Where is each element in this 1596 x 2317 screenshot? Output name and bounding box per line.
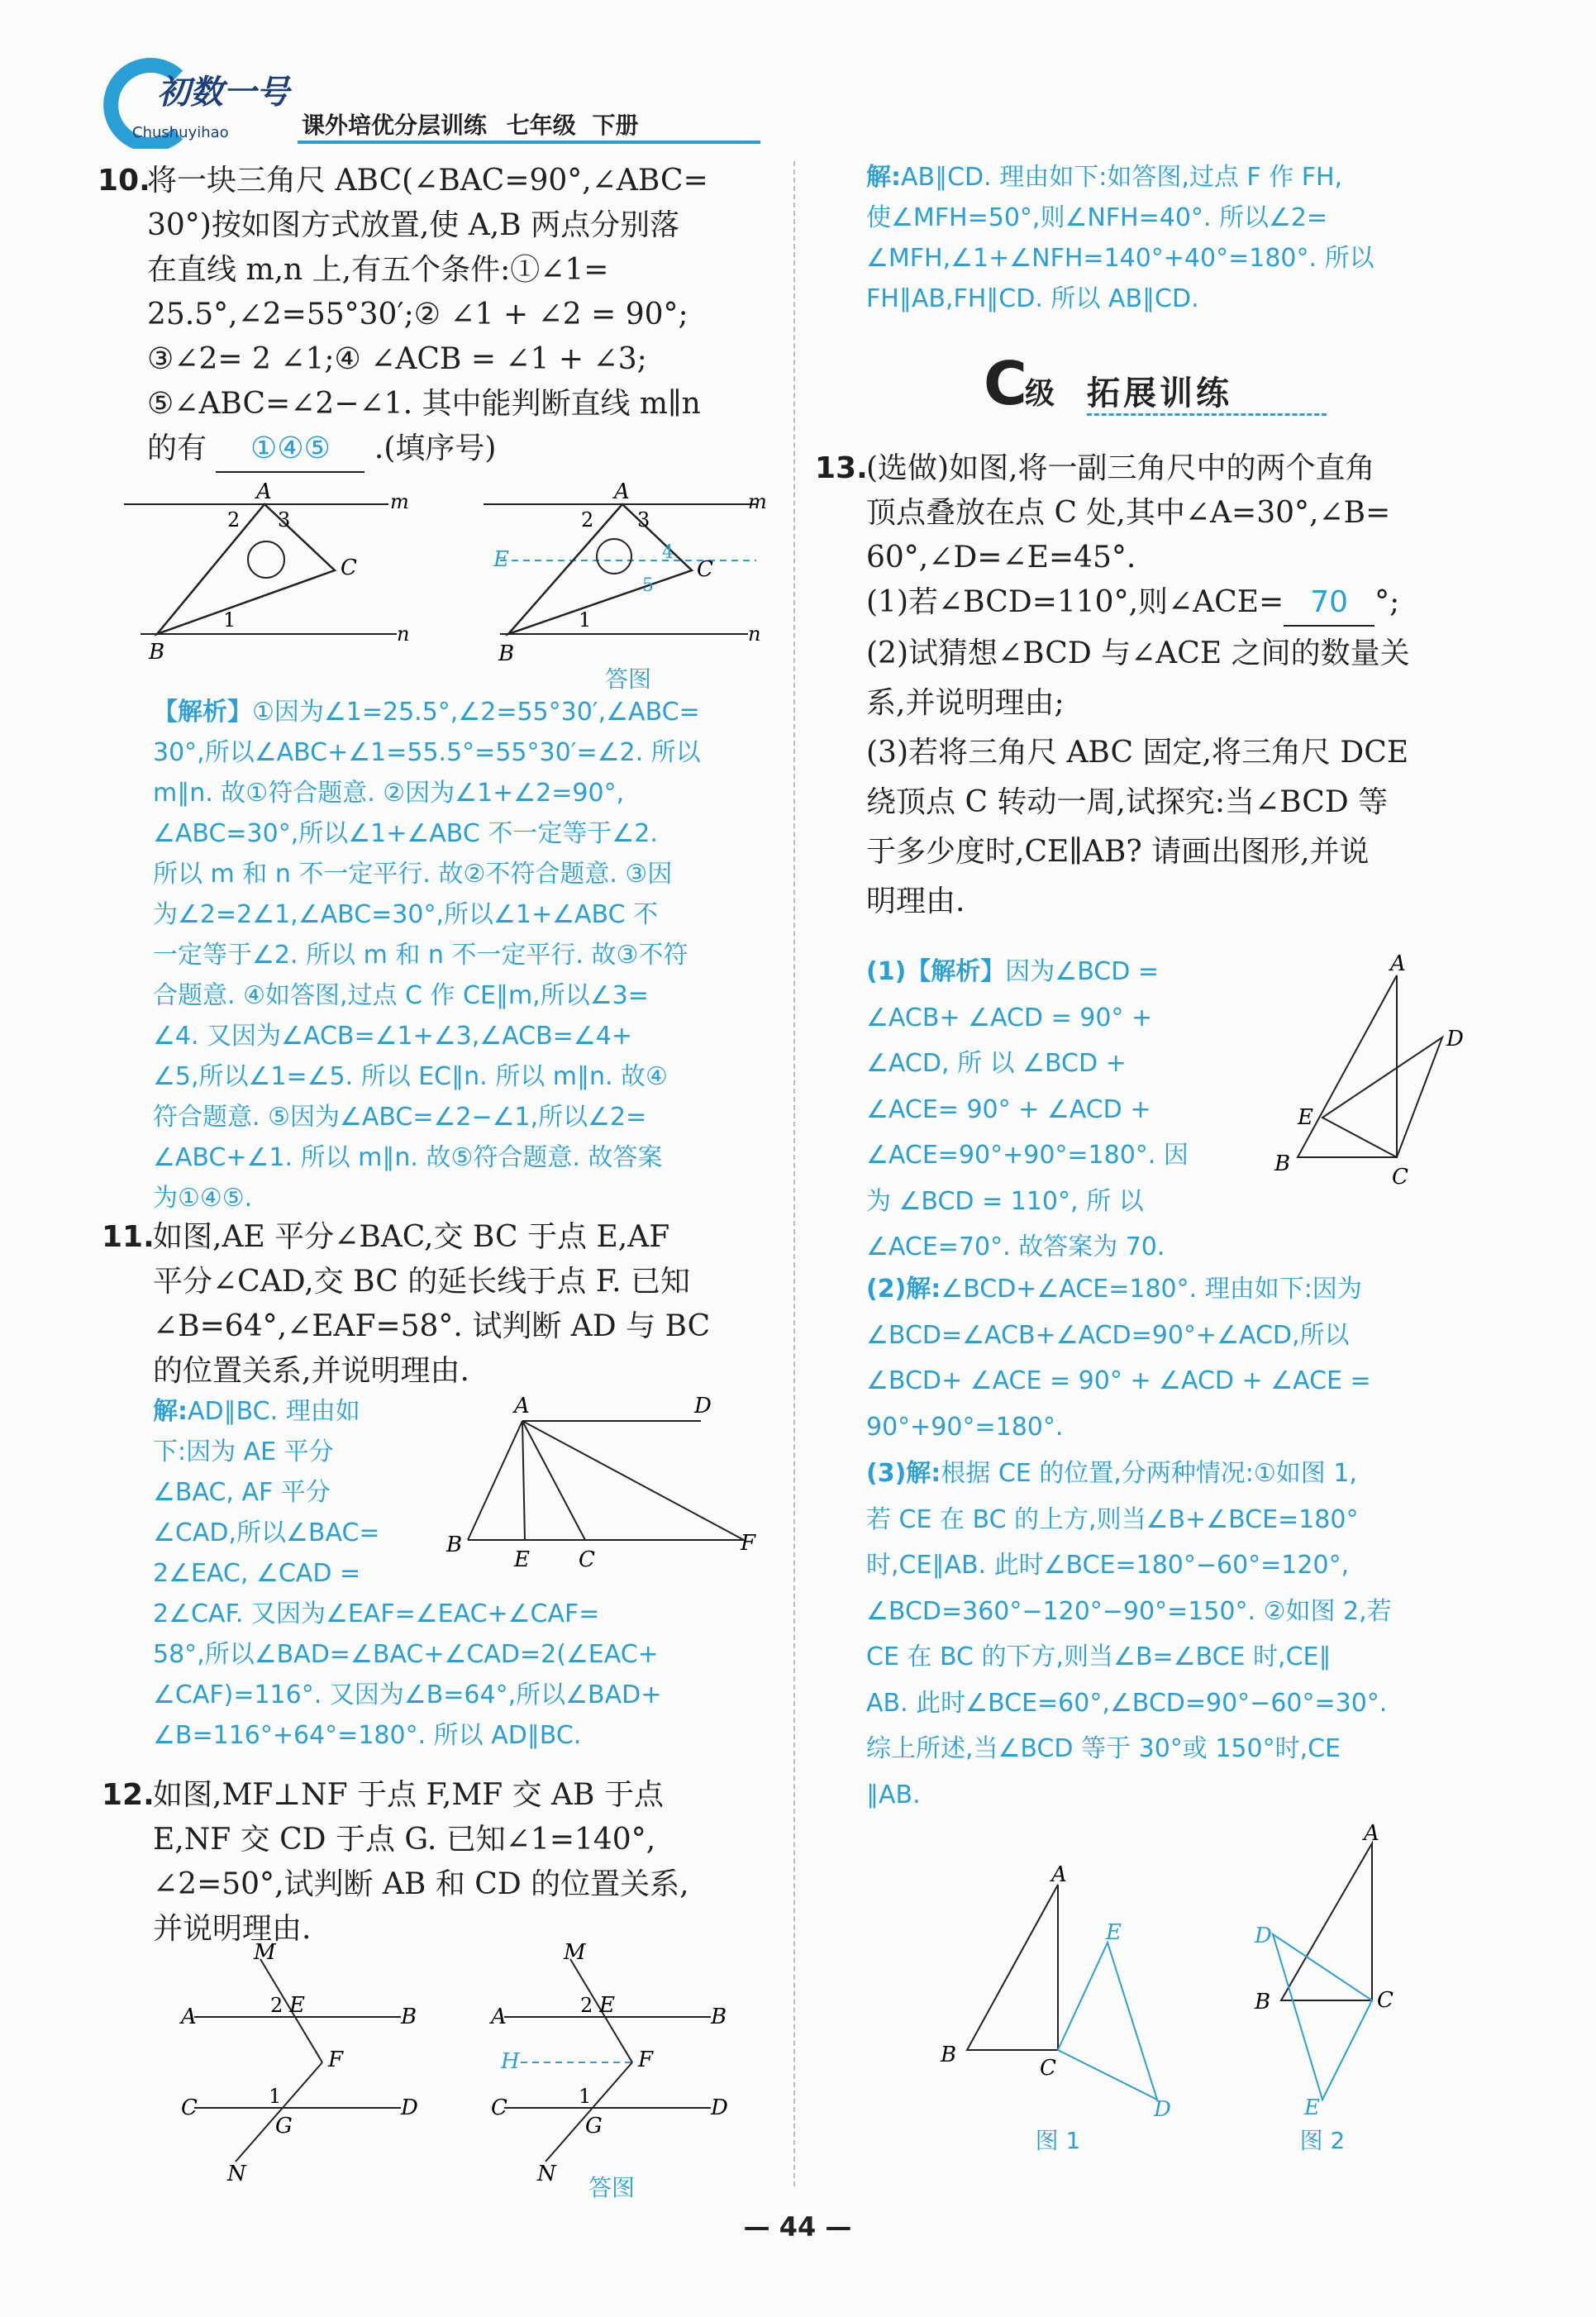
- analysis-tag: 【解析】: [153, 698, 252, 727]
- svg-text:A: A: [514, 1394, 530, 1418]
- solution-line: 2∠CAF. 又因为∠EAF=∠EAC+∠CAF=: [153, 1599, 600, 1628]
- header-subtitle: [302, 107, 639, 141]
- solution-line: ∠BCD=360°−120°−90°=150°. ②如图 2,若: [866, 1596, 1392, 1626]
- q10-figure-original: [124, 475, 413, 665]
- analysis-line: 30°,所以∠ABC+∠1=55.5°=55°30′=∠2. 所以: [153, 738, 701, 767]
- analysis-line: ∠5,所以∠1=∠5. 所以 EC∥n. 所以 m∥n. 故④: [153, 1062, 668, 1091]
- question-text: (选做)如图,将一副三角尺中的两个直角: [866, 451, 1375, 485]
- question-text: 的位置关系,并说明理由.: [153, 1354, 469, 1388]
- solution-line: 若 CE 在 BC 的上方,则当∠B+∠BCE=180°: [866, 1504, 1359, 1534]
- column-divider: [793, 161, 795, 2186]
- svg-text:C: C: [1377, 1988, 1394, 2013]
- series-title: 课外培优分层训练: [302, 112, 488, 139]
- solution-line: AB. 此时∠BCE=60°,∠BCD=90°−60°=30°.: [866, 1688, 1388, 1718]
- q12-figure-answer: [479, 1943, 752, 2182]
- solution-tag: 解:: [153, 1397, 188, 1426]
- solution-line: 2∠EAC, ∠CAD =: [153, 1559, 361, 1588]
- svg-text:2: 2: [227, 508, 241, 532]
- question-text: 平分∠CAD,交 BC 的延长线于点 F. 已知: [153, 1265, 690, 1299]
- svg-text:C: C: [491, 2095, 507, 2120]
- solution-line: ∠BCD+∠ACE=180°. 理由如下:因为: [941, 1275, 1362, 1304]
- question-text: 在直线 m,n 上,有五个条件:①∠1=: [147, 253, 609, 287]
- solution-line: CE 在 BC 的下方,则当∠B=∠BCE 时,CE∥: [866, 1642, 1332, 1671]
- svg-text:B: B: [498, 641, 515, 666]
- svg-text:B: B: [149, 640, 165, 665]
- section-heading: [984, 349, 1331, 422]
- volume-label: 下册: [592, 112, 639, 139]
- svg-text:N: N: [537, 2162, 556, 2182]
- svg-text:D: D: [1255, 1924, 1272, 1948]
- svg-text:E: E: [289, 1993, 305, 2018]
- svg-text:5: 5: [642, 575, 654, 596]
- solution-line: ∠BCD+ ∠ACE = 90° + ∠ACD + ∠ACE =: [866, 1366, 1371, 1395]
- solution-line: 下:因为 AE 平分: [153, 1437, 334, 1466]
- analysis-line: ∠ABC+∠1. 所以 m∥n. 故⑤符合题意. 故答案: [153, 1143, 663, 1172]
- svg-text:A: A: [1051, 1862, 1067, 1887]
- svg-text:B: B: [1274, 1151, 1291, 1176]
- svg-text:n: n: [748, 622, 761, 646]
- svg-text:D: D: [1446, 1027, 1464, 1051]
- question-text: E,NF 交 CD 于点 G. 已知∠1=140°,: [153, 1823, 656, 1857]
- question-text: 30°)按如图方式放置,使 A,B 两点分别落: [147, 208, 680, 242]
- q11-figure: [438, 1393, 769, 1583]
- solution-tag: 解:: [866, 163, 901, 192]
- svg-text:E: E: [1304, 2095, 1320, 2116]
- svg-text:E: E: [1298, 1105, 1313, 1130]
- question-10: [98, 159, 755, 473]
- analysis-line: ∠4. 又因为∠ACB=∠1+∠3,∠ACB=∠4+: [153, 1022, 632, 1051]
- svg-text:1: 1: [579, 2085, 592, 2108]
- svg-text:M: M: [564, 1943, 586, 1965]
- solution-tag: (1)【解析】: [866, 957, 1006, 986]
- section-underline: [1087, 413, 1327, 416]
- svg-text:n: n: [397, 622, 410, 646]
- svg-text:G: G: [275, 2114, 293, 2138]
- question-number: 11.: [102, 1220, 155, 1254]
- svg-text:F: F: [741, 1531, 756, 1556]
- question-text: 并说明理由.: [153, 1912, 312, 1946]
- svg-text:N: N: [227, 2162, 246, 2182]
- question-12: [102, 1773, 760, 1952]
- question-number: 13.: [815, 451, 868, 485]
- question-text: 顶点叠放在点 C 处,其中∠A=30°,∠B=: [866, 496, 1391, 530]
- svg-text:3: 3: [278, 508, 291, 532]
- solution-line: 根据 CE 的位置,分两种情况:①如图 1,: [941, 1459, 1357, 1488]
- grade-label: 七年级: [506, 112, 576, 139]
- svg-text:m: m: [748, 490, 767, 513]
- svg-text:F: F: [638, 2048, 654, 2072]
- solution-line: ∠B=116°+64°=180°. 所以 AD∥BC.: [153, 1721, 582, 1750]
- solution-line: 时,CE∥AB. 此时∠BCE=180°−60°=120°,: [866, 1551, 1350, 1580]
- svg-text:A: A: [614, 479, 630, 504]
- svg-text:B: B: [941, 2043, 957, 2067]
- solution-line: ∠ACD, 所 以 ∠BCD +: [866, 1049, 1127, 1078]
- page-header: [99, 58, 678, 149]
- figure-caption: 图 1: [1035, 2127, 1081, 2154]
- analysis-line: 为①④⑤.: [153, 1184, 253, 1213]
- svg-text:D: D: [401, 2095, 418, 2120]
- question-text: 明理由.: [866, 884, 965, 918]
- header-underline: [298, 141, 760, 144]
- question-text: ⑤∠ABC=∠2−∠1. 其中能判断直线 m∥n: [147, 387, 701, 421]
- svg-text:E: E: [493, 547, 509, 572]
- solution-line: AB∥CD. 理由如下:如答图,过点 F 作 FH,: [901, 163, 1343, 192]
- svg-text:1: 1: [579, 608, 592, 632]
- question-text: °;: [1374, 585, 1400, 619]
- svg-text:m: m: [390, 490, 409, 513]
- analysis-line: ∠ABC=30°,所以∠1+∠ABC 不一定等于∠2.: [153, 819, 658, 848]
- svg-text:2: 2: [270, 1994, 283, 2017]
- analysis-line: 符合题意. ⑤因为∠ABC=∠2−∠1,所以∠2=: [153, 1103, 647, 1132]
- question-number: 12.: [102, 1778, 155, 1812]
- question-text: (3)若将三角尺 ABC 固定,将三角尺 DCE: [866, 736, 1409, 770]
- q10-analysis: [153, 692, 756, 1218]
- question-text: 于多少度时,CE∥AB? 请画出图形,并说: [866, 835, 1370, 869]
- svg-text:D: D: [694, 1394, 712, 1418]
- section-level: 级: [1025, 377, 1055, 411]
- svg-text:C: C: [697, 557, 713, 582]
- analysis-line: 一定等于∠2. 所以 m 和 n 不一定平行. 故③不符: [153, 941, 688, 970]
- svg-text:A: A: [181, 2005, 197, 2029]
- question-13: [815, 446, 1482, 924]
- solution-line: AD∥BC. 理由如: [188, 1397, 360, 1426]
- answer-blank[interactable]: 70: [1284, 580, 1374, 627]
- q12-figure-original: [169, 1943, 442, 2182]
- section-letter: C: [984, 349, 1027, 418]
- svg-text:1: 1: [223, 608, 236, 632]
- svg-text:D: D: [1154, 2097, 1171, 2122]
- q13-solution-2: [866, 1266, 1482, 1450]
- solution-line: ∠ACE=70°. 故答案为 70.: [866, 1232, 1165, 1261]
- svg-text:2: 2: [580, 1994, 593, 2017]
- section-title: 拓展训练: [1087, 374, 1232, 412]
- svg-text:C: C: [341, 555, 357, 580]
- svg-text:C: C: [1392, 1165, 1408, 1189]
- svg-text:3: 3: [637, 508, 650, 532]
- svg-text:H: H: [501, 2049, 520, 2074]
- question-text: ∠B=64°,∠EAF=58°. 试判断 AD 与 BC: [153, 1309, 711, 1343]
- question-text: 的有: [147, 431, 207, 465]
- solution-line: 使∠MFH=50°,则∠NFH=40°. 所以∠2=: [866, 203, 1328, 232]
- svg-text:2: 2: [581, 508, 594, 532]
- solution-line: 58°,所以∠BAD=∠BAC+∠CAD=2(∠EAC+: [153, 1640, 659, 1669]
- figure-caption: 答图: [604, 665, 651, 693]
- svg-text:B: B: [401, 2005, 417, 2029]
- q13-figure-1: [926, 1860, 1198, 2133]
- solution-line: ∠MFH,∠1+∠NFH=140°+40°=180°. 所以: [866, 244, 1374, 273]
- q13-figure-2: [1240, 1819, 1455, 2116]
- svg-text:G: G: [585, 2114, 603, 2138]
- question-text: 如图,AE 平分∠BAC,交 BC 于点 E,AF: [153, 1220, 670, 1254]
- solution-line: ∠ACE=90°+90°=180°. 因: [866, 1141, 1189, 1170]
- brand-name: 初数一号: [157, 74, 289, 112]
- analysis-line: m∥n. 故①符合题意. ②因为∠1+∠2=90°,: [153, 779, 625, 808]
- question-text: 系,并说明理由;: [866, 686, 1065, 720]
- analysis-line: 合题意. ④如答图,过点 C 作 CE∥m,所以∠3=: [153, 981, 649, 1010]
- solution-line: ∥AB.: [866, 1780, 921, 1809]
- question-number: 10.: [98, 164, 150, 198]
- solution-line: FH∥AB,FH∥CD. 所以 AB∥CD.: [866, 284, 1199, 313]
- analysis-line: ①因为∠1=25.5°,∠2=55°30′,∠ABC=: [252, 698, 700, 727]
- svg-text:A: A: [491, 2005, 507, 2029]
- svg-text:C: C: [181, 2095, 198, 2120]
- q12-solution: [866, 157, 1478, 319]
- question-text: 60°,∠D=∠E=45°.: [866, 541, 1136, 574]
- svg-text:C: C: [1040, 2056, 1056, 2081]
- solution-line: ∠BCD=∠ACB+∠ACD=90°+∠ACD,所以: [866, 1320, 1350, 1350]
- svg-text:E: E: [599, 1993, 615, 2018]
- question-text: ∠2=50°,试判断 AB 和 CD 的位置关系,: [153, 1867, 689, 1901]
- solution-line: 综上所述,当∠BCD 等于 30°或 150°时,CE: [866, 1734, 1341, 1763]
- question-11: [102, 1215, 760, 1394]
- question-text: 绕顶点 C 转动一周,试探究:当∠BCD 等: [866, 785, 1389, 819]
- question-text: ③∠2= 2 ∠1;④ ∠ACB = ∠1 + ∠3;: [147, 342, 647, 376]
- solution-tag: (2)解:: [866, 1275, 941, 1304]
- svg-text:1: 1: [269, 2085, 282, 2108]
- analysis-line: 为∠2=2∠1,∠ABC=30°,所以∠1+∠ABC 不: [153, 900, 659, 929]
- analysis-line: 所以 m 和 n 不一定平行. 故②不符合题意. ③因: [153, 860, 673, 889]
- svg-text:B: B: [711, 2005, 727, 2029]
- solution-line: 为 ∠BCD = 110°, 所 以: [866, 1186, 1144, 1216]
- svg-text:E: E: [514, 1547, 530, 1572]
- solution-tag: (3)解:: [866, 1459, 941, 1488]
- question-text: .(填序号): [374, 431, 497, 465]
- solution-line: ∠CAD,所以∠BAC=: [153, 1518, 380, 1547]
- svg-text:F: F: [328, 2048, 344, 2072]
- svg-text:A: A: [1390, 951, 1406, 976]
- svg-text:M: M: [254, 1943, 276, 1965]
- solution-line: ∠ACB+ ∠ACD = 90° +: [866, 1003, 1153, 1032]
- solution-line: 90°+90°=180°.: [866, 1412, 1064, 1442]
- solution-line: ∠ACE= 90° + ∠ACD +: [866, 1094, 1151, 1124]
- figure-caption: 图 2: [1299, 2127, 1346, 2154]
- question-text: 将一块三角尺 ABC(∠BAC=90°,∠ABC=: [147, 164, 708, 198]
- svg-text:E: E: [1106, 1920, 1122, 1945]
- q10-figure-answer: [475, 475, 773, 682]
- svg-text:B: B: [1255, 1990, 1271, 2014]
- svg-text:B: B: [446, 1533, 463, 1557]
- q13-solution-1: [866, 949, 1230, 1271]
- solution-line: ∠CAF)=116°. 又因为∠B=64°,所以∠BAD+: [153, 1681, 662, 1709]
- svg-text:C: C: [579, 1547, 595, 1572]
- solution-line: ∠BAC, AF 平分: [153, 1478, 331, 1507]
- q13-solution-3: [866, 1451, 1482, 1818]
- figure-caption: 答图: [588, 2174, 635, 2201]
- answer-blank[interactable]: ①④⑤: [216, 427, 364, 473]
- page-number: — 44 —: [743, 2211, 852, 2243]
- question-text: (2)试猜想∠BCD 与∠ACE 之间的数量关: [866, 636, 1410, 670]
- svg-text:4: 4: [662, 542, 674, 563]
- q13-main-figure: [1240, 951, 1488, 1199]
- question-text: 如图,MF⊥NF 于点 F,MF 交 AB 于点: [153, 1778, 664, 1812]
- question-text: 25.5°,∠2=55°30′;② ∠1 + ∠2 = 90°;: [147, 298, 688, 331]
- question-text: (1)若∠BCD=110°,则∠ACE=: [866, 585, 1284, 619]
- svg-text:D: D: [711, 2095, 728, 2120]
- brand-pinyin: Chushuyihao: [132, 124, 229, 141]
- solution-line: 因为∠BCD =: [1005, 957, 1159, 986]
- svg-text:A: A: [1364, 1821, 1379, 1846]
- svg-text:A: A: [256, 479, 272, 504]
